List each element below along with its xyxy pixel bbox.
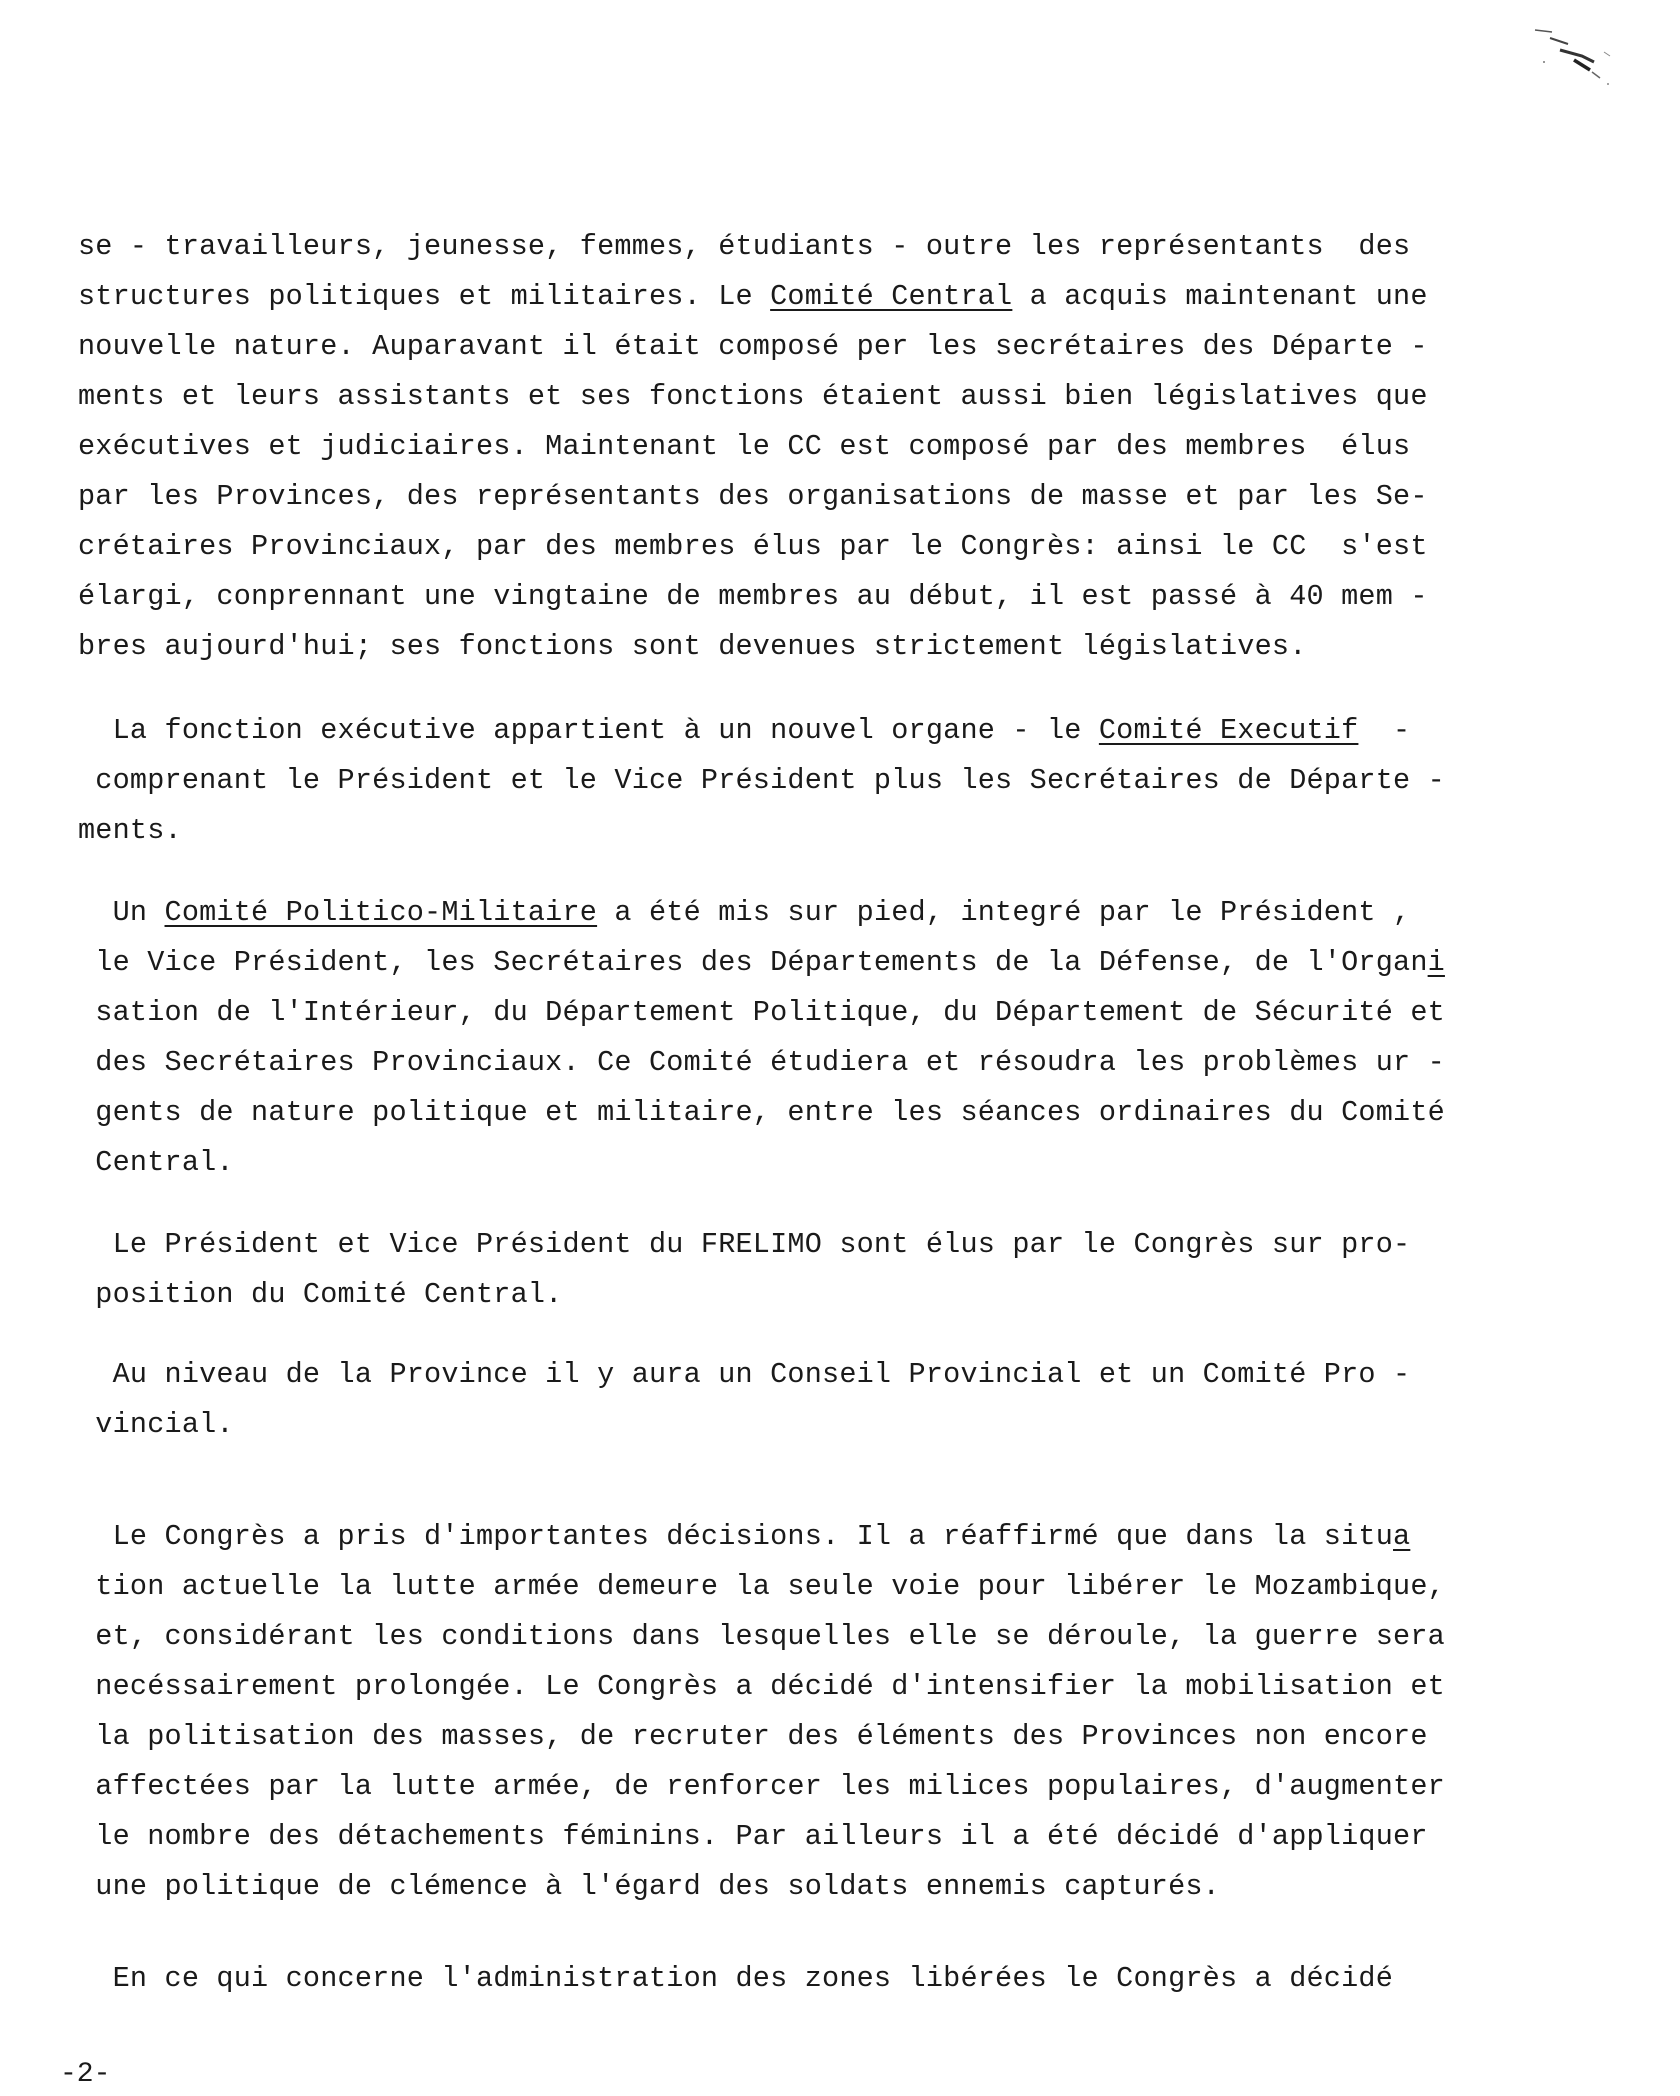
text-run: Le Congrès a pris d'importantes décisions. Il a réaffirmé que dans la situ — [78, 1520, 1394, 1553]
text-line — [78, 1088, 1468, 1138]
text-run: ments. — [78, 814, 182, 847]
text-run: crétaires Provinciaux, par des membres élus par le Congrès: ainsi le CC s'est — [78, 530, 1428, 563]
text-line — [78, 622, 1468, 672]
text-run: a acquis maintenant une — [1012, 280, 1428, 313]
text-run: ments et leurs assistants et ses fonctions étaient aussi bien législatives que — [78, 380, 1428, 413]
text-run: des Secrétaires Provinciaux. Ce Comité étudiera et résoudra les problèmes ur - — [78, 1046, 1445, 1079]
text-run: En ce qui concerne l'administration des zones libérées le Congrès a décidé — [78, 1962, 1394, 1995]
text-run: comprenant le Président et le Vice Président plus les Secrétaires de Départe - — [78, 764, 1445, 797]
ink-smudge-mark — [1530, 22, 1620, 92]
paragraph — [78, 222, 1468, 672]
text-line — [78, 1812, 1468, 1862]
text-line — [78, 1038, 1468, 1088]
text-line — [78, 1512, 1468, 1562]
text-run: gents de nature politique et militaire, entre les séances ordinaires du Comité — [78, 1096, 1445, 1129]
text-line — [78, 988, 1468, 1038]
text-line — [78, 1662, 1468, 1712]
text-line — [78, 1562, 1468, 1612]
text-run: Central. — [78, 1146, 234, 1179]
text-line — [78, 1762, 1468, 1812]
text-line — [78, 572, 1468, 622]
text-run: une politique de clémence à l'égard des soldats ennemis capturés. — [78, 1870, 1220, 1903]
paragraph — [78, 1954, 1468, 2004]
text-run: élargi, conprennant une vingtaine de membres au début, il est passé à 40 mem - — [78, 580, 1428, 613]
text-run: exécutives et judiciaires. Maintenant le CC est composé par des membres élus — [78, 430, 1411, 463]
text-run: Un — [78, 896, 165, 929]
text-line — [78, 472, 1468, 522]
text-run: - — [1358, 714, 1411, 747]
paragraph — [78, 1350, 1468, 1450]
text-line — [78, 422, 1468, 472]
text-run: vincial. — [78, 1408, 234, 1441]
underlined-term: a — [1393, 1520, 1411, 1553]
paragraph — [78, 706, 1468, 856]
text-run: la politisation des masses, de recruter des éléments des Provinces non encore — [78, 1720, 1428, 1753]
text-run: Le Président et Vice Président du FRELIMO sont élus par le Congrès sur pro- — [78, 1228, 1411, 1261]
underlined-term: i — [1427, 946, 1445, 979]
text-line — [78, 1350, 1468, 1400]
text-line — [78, 888, 1468, 938]
text-line — [78, 938, 1468, 988]
text-run: et, considérant les conditions dans lesquelles elle se déroule, la guerre sera — [78, 1620, 1445, 1653]
page-number: -2- — [60, 2059, 111, 2090]
text-line — [78, 322, 1468, 372]
text-run: Au niveau de la Province il y aura un Conseil Provincial et un Comité Pro - — [78, 1358, 1411, 1391]
text-run: le Vice Président, les Secrétaires des Départements de la Défense, de l'Organ — [78, 946, 1428, 979]
text-line — [78, 1138, 1468, 1188]
text-line — [78, 272, 1468, 322]
text-line — [78, 1712, 1468, 1762]
text-line — [78, 756, 1468, 806]
text-run: le nombre des détachements féminins. Par ailleurs il a été décidé d'appliquer — [78, 1820, 1428, 1853]
text-line — [78, 372, 1468, 422]
text-line — [78, 522, 1468, 572]
paragraph — [78, 1220, 1468, 1320]
text-line — [78, 1220, 1468, 1270]
underlined-term: Comité Central — [770, 280, 1013, 313]
paragraph — [78, 1512, 1468, 1912]
text-run: bres aujourd'hui; ses fonctions sont devenues strictement législatives. — [78, 630, 1307, 663]
text-line — [78, 706, 1468, 756]
text-run: sation de l'Intérieur, du Département Politique, du Département de Sécurité et — [78, 996, 1445, 1029]
text-line — [78, 1400, 1468, 1450]
text-run: tion actuelle la lutte armée demeure la seule voie pour libérer le Mozambique, — [78, 1570, 1445, 1603]
text-run: necéssairement prolongée. Le Congrès a décidé d'intensifier la mobilisation et — [78, 1670, 1445, 1703]
text-run: structures politiques et militaires. Le — [78, 280, 771, 313]
underlined-term: Comité Politico-Militaire — [164, 896, 598, 929]
text-run: se - travailleurs, jeunesse, femmes, étudiants - outre les représentants des — [78, 230, 1411, 263]
paragraph — [78, 888, 1468, 1188]
text-line — [78, 1270, 1468, 1320]
text-run: affectées par la lutte armée, de renforcer les milices populaires, d'augmenter — [78, 1770, 1445, 1803]
underlined-term: Comité Executif — [1098, 714, 1359, 747]
text-line — [78, 1862, 1468, 1912]
text-run: La fonction exécutive appartient à un nouvel organe - le — [78, 714, 1099, 747]
text-line — [78, 806, 1468, 856]
text-run: a été mis sur pied, integré par le Président , — [597, 896, 1411, 929]
text-line — [78, 1612, 1468, 1662]
text-run: nouvelle nature. Auparavant il était composé per les secrétaires des Départe - — [78, 330, 1428, 363]
text-line — [78, 222, 1468, 272]
text-run: position du Comité Central. — [78, 1278, 563, 1311]
text-run: par les Provinces, des représentants des organisations de masse et par les Se- — [78, 480, 1428, 513]
text-line — [78, 1954, 1468, 2004]
